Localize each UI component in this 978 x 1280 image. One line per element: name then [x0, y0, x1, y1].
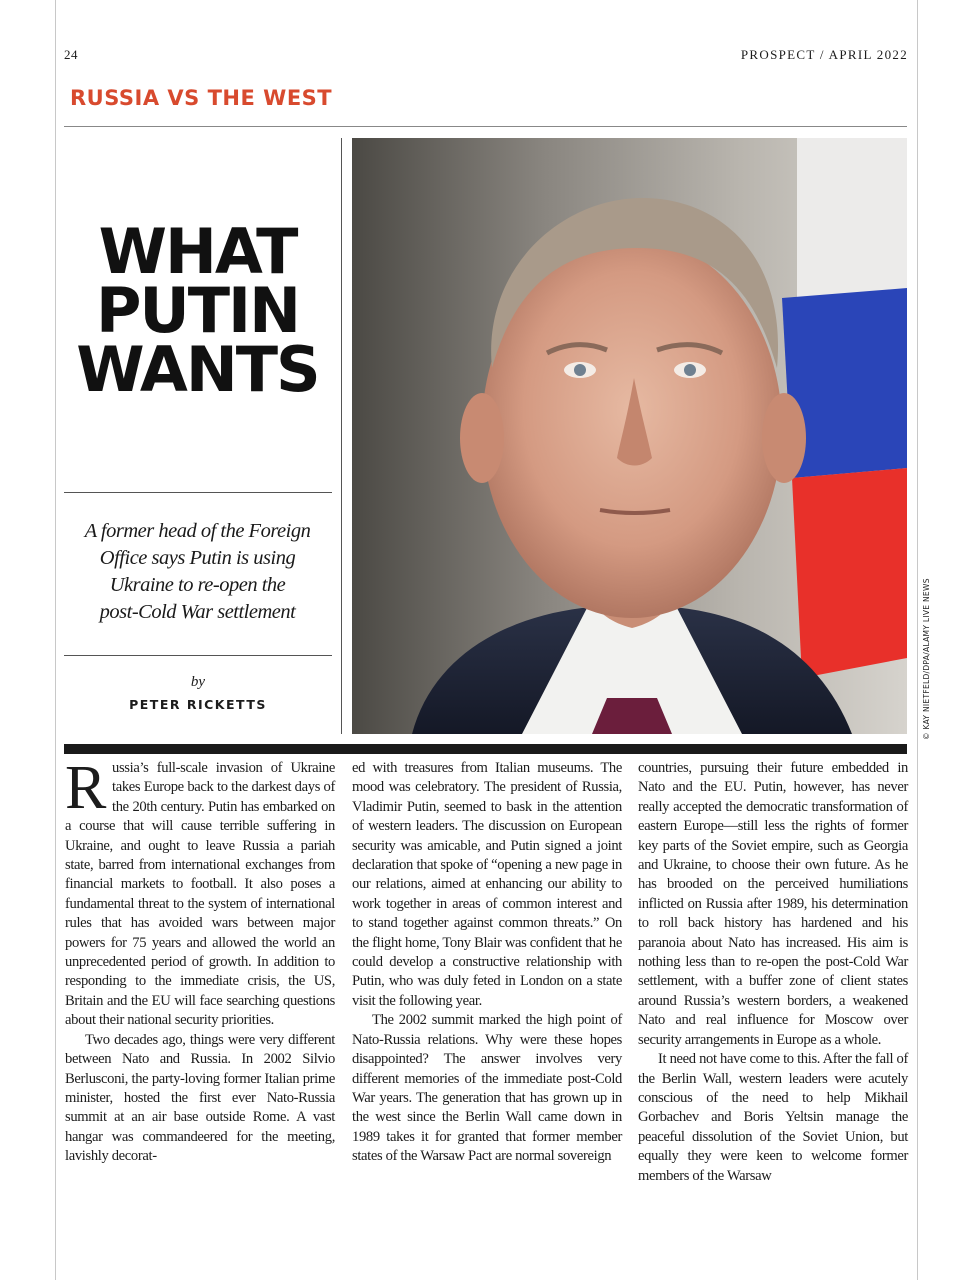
running-head: PROSPECT / APRIL 2022 — [740, 47, 908, 62]
body-column-2 — [352, 759, 622, 1167]
standfirst-line: Office says Putin is using — [99, 547, 296, 569]
body-paragraph: Two decades ago, things were very different between Nato and Russia. In 2002 Silvio Berlusconi, the party-loving former Italian prime minister, hosted the first ever Nato-Russia summit at an air base outside Rome. A vast hangar was commandeered for the meeting, lavishly decorat- — [65, 1031, 335, 1165]
standfirst — [70, 518, 325, 626]
headline-line: WANTS — [76, 333, 319, 406]
standfirst-line: post-Cold War settlement — [99, 601, 296, 623]
page-number: 24 — [64, 47, 78, 62]
page-frame-left — [55, 0, 56, 1280]
standfirst-line: A former head of the Foreign — [84, 520, 311, 542]
body-column-1 — [65, 754, 335, 1167]
body-paragraph: It need not have come to this. After the fall of the Berlin Wall, western leaders were acutely conscious of the need to help Mikhail Gorbachev and Boris Yeltsin manage the peaceful dissolution of the Soviet Union, but equally they were keen to welcome former members of the Warsaw — [638, 1051, 908, 1184]
portrait-photo — [352, 138, 907, 734]
body-paragraph: The 2002 summit marked the high point of Nato-Russia relations. Why were these hopes disappointed? The answer involves very different memories of the immediate post-Cold War years. The generation that has grown up in the west since the Berlin Wall came down in 1989 takes it for granted that former member states of the Warsaw Pact are normal sovereign — [352, 1012, 622, 1165]
headline-line: PUTIN — [95, 274, 300, 347]
byline-by: by — [190, 674, 206, 690]
body-paragraph: countries, pursuing their future embedded in Nato and the EU. Putin, however, has never really accepted the democratic transformation of eastern Europe—still less the rights of former key parts of the Soviet empire, such as Georgia and Ukraine, to choose their own future. As he has brooded on the perceived humiliations inflicted on Russia after 1989, his determination to roll back history has hardened and his paranoia about Nato has increased. His aim is nothing less than to re-open the post-Cold War settlement, with a buffer zone of client states around Russia’s western borders, a weakened Nato and real influence for Moscow over security arrangements in Europe as a whole. — [638, 760, 908, 1048]
author-name: PETER RICKETTS — [129, 697, 267, 712]
drop-cap: R — [65, 754, 107, 822]
body-paragraph: ed with treasures from Italian museums. The mood was celebratory. The president of Russia, Vladimir Putin, seemed to bask in the attention of western leaders. The discussion on European security was amicable, and Putin signed a joint declaration that spoke of “opening a new page in our relations, aimed at enhancing our ability to work together in areas of common interest and to stand together against common threats.” On the flight home, Tony Blair was confident that he could develop a constructive relationship with Putin, who was duly feted in London on a state visit the following year. — [352, 760, 622, 1009]
standfirst-rule-bottom — [64, 655, 332, 656]
portrait-illustration — [352, 138, 907, 734]
standfirst-line: Ukraine to re-open the — [109, 574, 286, 596]
headline — [64, 215, 331, 406]
headline-line: WHAT — [98, 215, 297, 288]
paragraph-text: ussia’s full-scale invasion of Ukraine takes Europe back to the darkest days of the 20th century. Putin has embarked on a course that will cause terrible suffering in Ukraine, and ought to leave Russia a pariah state, barred from international exchanges from financial markets to football. It also poses a fundamental threat to the system of international rules that has avoided wars between major powers for 75 years and allowed the world an unprecedented period of growth. In addition to responding to the immediate crisis, the US, Britain and the EU will face searching questions about their national security priorities. — [65, 760, 335, 1029]
body-paragraph — [65, 754, 335, 1031]
standfirst-rule-top — [64, 492, 332, 493]
top-rule — [64, 126, 907, 127]
section-label: RUSSIA VS THE WEST — [70, 86, 333, 110]
article-bar — [64, 744, 907, 754]
photo-credit: © KAY NIETFELD/DPA/ALAMY LIVE NEWS — [922, 578, 931, 740]
body-column-3 — [638, 759, 908, 1186]
column-divider — [341, 138, 342, 734]
page-frame-right — [917, 0, 918, 1280]
